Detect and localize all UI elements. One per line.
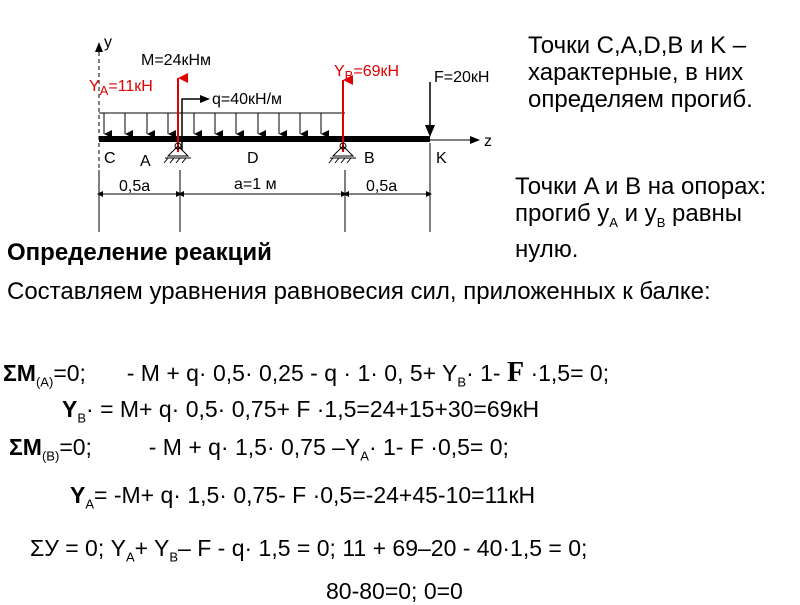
e5-sub-a: A <box>125 549 135 565</box>
note-characteristic-points: Точки C,A,D,B и K –характерные, в них определяем прогиб. <box>528 32 753 113</box>
e2-sub: B <box>77 410 87 426</box>
beam-diagram <box>0 0 520 240</box>
e5-c: – F - q· 1,5 = 0; 11 + 69–20 - 40·1,5 = 0; <box>178 535 588 561</box>
point-b-label: B <box>364 150 375 167</box>
dimension-mid-label: a=1 м <box>234 176 277 193</box>
e3-body-b: · 1- F ·0,5= 0; <box>368 434 509 460</box>
equation-sum-moments-a <box>3 357 609 390</box>
e1-force-f: F <box>506 357 525 388</box>
point-k-label: K <box>436 150 447 167</box>
e1-body-b: · 1- <box>466 360 507 386</box>
load-q-label: q=40кН/м <box>212 91 283 108</box>
axis-z-label: z <box>484 133 492 150</box>
moment-label: M=24кНм <box>141 52 212 69</box>
e3-sub: (B) <box>41 448 60 464</box>
e4-lhs: Y <box>70 482 86 508</box>
reaction-ya-label <box>89 78 153 98</box>
note-support-deflection <box>515 173 790 263</box>
point-d-label: D <box>247 150 259 167</box>
equation-sum-moments-b <box>9 434 509 464</box>
support-b <box>329 143 356 163</box>
note2-text-c: равны нулю. <box>515 200 742 263</box>
e5-sub-b: B <box>169 549 179 565</box>
ya-value: =11кН <box>108 78 153 95</box>
note2-text-b: и y <box>617 200 657 227</box>
point-c-label: C <box>104 150 116 167</box>
e1-body-c: ·1,5= 0; <box>524 360 610 386</box>
axis-y-label: y <box>104 34 112 51</box>
e1-sub: (A) <box>35 374 54 390</box>
e4-sub: A <box>85 496 95 512</box>
reaction-yb-label <box>334 63 399 83</box>
e3-body-a: - M + q· 1,5· 0,75 –Y <box>148 434 361 460</box>
yb-subscript: B <box>344 68 354 84</box>
dimension-left-label: 0,5a <box>119 178 151 195</box>
section-heading: Определение реакций <box>7 239 272 266</box>
ya-subscript: A <box>99 83 109 99</box>
e2-body: · = M+ q· 0,5· 0,75+ F ·1,5=24+15+30=69кН <box>86 396 540 422</box>
note2-sub-a: A <box>609 214 618 230</box>
e3-lhs: ΣM <box>9 434 42 460</box>
dimension-right-label: 0,5a <box>366 178 398 195</box>
equation-ya-result <box>70 482 535 512</box>
yb-symbol: Y <box>334 63 345 80</box>
e3-eq: =0; <box>59 434 92 460</box>
distributed-load-arrows <box>104 113 321 134</box>
moment-symbol <box>182 99 204 150</box>
e3-body-sub: A <box>360 448 369 464</box>
yb-value: =69кН <box>353 63 400 80</box>
axis-y-arrow <box>95 42 103 52</box>
note2-text-a: Точки A и B на опорах: прогиб y <box>515 173 767 227</box>
moment-arrow <box>200 95 210 103</box>
force-f-arrowhead <box>425 125 435 137</box>
support-a <box>164 143 191 163</box>
e4-body: = -M+ q· 1,5· 0,75- F ·0,5=-24+45-10=11кН <box>94 482 536 508</box>
point-a-label: A <box>140 153 151 170</box>
e1-lhs: ΣM <box>3 360 36 386</box>
e1-body-a: - M + q· 0,5· 0,25 - q · 1· 0, 5+ Y <box>126 360 458 386</box>
beam <box>99 136 430 142</box>
e1-body-sub: B <box>457 374 467 390</box>
e5-a: ΣУ = 0; Y <box>30 535 126 561</box>
e1-eq: =0; <box>53 360 86 386</box>
force-f-label: F=20кН <box>434 69 490 86</box>
equation-check: 80-80=0; 0=0 <box>326 578 463 604</box>
ya-symbol: Y <box>89 78 100 95</box>
note2-sub-b: B <box>656 214 666 230</box>
axis-z-arrow <box>470 136 480 144</box>
e5-b: + Y <box>134 535 170 561</box>
equation-yb-result <box>62 396 539 426</box>
section-intro: Составляем уравнения равновесия сил, приложенных к балке: <box>7 278 711 305</box>
e2-lhs: Y <box>62 396 78 422</box>
equation-sum-y <box>30 535 587 565</box>
